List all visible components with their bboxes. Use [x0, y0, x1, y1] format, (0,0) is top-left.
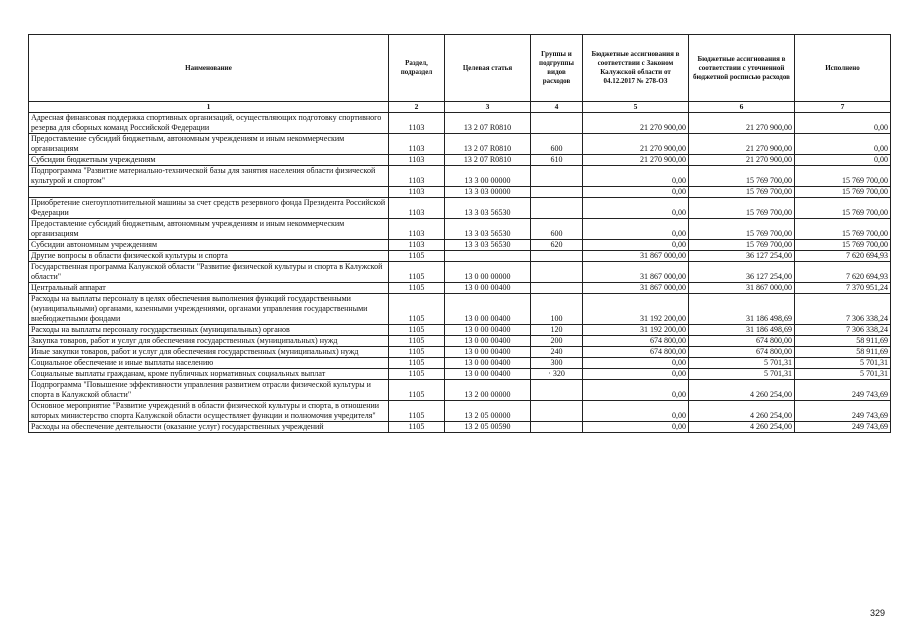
- cell-executed-amount: 7 620 694,93: [795, 251, 891, 262]
- cell-name: Социальные выплаты гражданам, кроме публичных нормативных социальных выплат: [29, 369, 389, 380]
- header-group: Группы и подгруппы видов расходов: [531, 35, 583, 102]
- cell-name: [29, 187, 389, 198]
- cell-executed-amount: 58 911,69: [795, 336, 891, 347]
- cell-refined-amount: 15 769 700,00: [689, 166, 795, 187]
- column-number: 6: [689, 102, 795, 113]
- cell-name: Субсидии бюджетным учреждениям: [29, 155, 389, 166]
- cell-executed-amount: 249 743,69: [795, 401, 891, 422]
- cell-razdel: 1103: [389, 155, 445, 166]
- cell-group: 610: [531, 155, 583, 166]
- cell-law-amount: 0,00: [583, 422, 689, 433]
- cell-group: [531, 401, 583, 422]
- table-body: [29, 113, 891, 433]
- cell-group: 120: [531, 325, 583, 336]
- table-row: [29, 198, 891, 219]
- header-article: Целевая статья: [445, 35, 531, 102]
- cell-razdel: 1105: [389, 369, 445, 380]
- cell-name: Социальное обеспечение и иные выплаты населению: [29, 358, 389, 369]
- cell-refined-amount: 15 769 700,00: [689, 240, 795, 251]
- cell-law-amount: 0,00: [583, 380, 689, 401]
- cell-refined-amount: 31 186 498,69: [689, 325, 795, 336]
- cell-razdel: 1103: [389, 166, 445, 187]
- cell-refined-amount: 36 127 254,00: [689, 251, 795, 262]
- cell-law-amount: 0,00: [583, 401, 689, 422]
- table-row: [29, 358, 891, 369]
- cell-name: Иные закупки товаров, работ и услуг для обеспечения государственных (муниципальных) нужд: [29, 347, 389, 358]
- cell-executed-amount: 15 769 700,00: [795, 198, 891, 219]
- cell-law-amount: 0,00: [583, 166, 689, 187]
- column-number: 7: [795, 102, 891, 113]
- cell-refined-amount: 21 270 900,00: [689, 155, 795, 166]
- cell-name: Предоставление субсидий бюджетным, автономным учреждениям и иным некоммерческим организациям: [29, 219, 389, 240]
- cell-law-amount: 0,00: [583, 187, 689, 198]
- column-number: 5: [583, 102, 689, 113]
- cell-razdel: 1105: [389, 358, 445, 369]
- cell-name: Подпрограмма "Повышение эффективности управления развитием отрасли физической культуры и спорта в Калужской области": [29, 380, 389, 401]
- cell-executed-amount: 7 620 694,93: [795, 262, 891, 283]
- cell-executed-amount: 7 370 951,24: [795, 283, 891, 294]
- budget-table-container: [28, 34, 890, 433]
- table-row: [29, 251, 891, 262]
- cell-razdel: 1105: [389, 401, 445, 422]
- header-law: Бюджетные ассигнования в соответствии с Законом Калужской области от 04.12.2017 № 278-ОЗ: [583, 35, 689, 102]
- cell-article: 13 3 03 56530: [445, 240, 531, 251]
- cell-razdel: 1105: [389, 422, 445, 433]
- column-number: 2: [389, 102, 445, 113]
- cell-name: Расходы на выплаты персоналу государственных (муниципальных) органов: [29, 325, 389, 336]
- table-row: [29, 401, 891, 422]
- cell-article: 13 2 00 00000: [445, 380, 531, 401]
- cell-executed-amount: 0,00: [795, 113, 891, 134]
- cell-executed-amount: 15 769 700,00: [795, 240, 891, 251]
- cell-name: Расходы на обеспечение деятельности (оказание услуг) государственных учреждений: [29, 422, 389, 433]
- cell-refined-amount: 15 769 700,00: [689, 198, 795, 219]
- table-row: [29, 155, 891, 166]
- cell-law-amount: 0,00: [583, 198, 689, 219]
- cell-refined-amount: 674 800,00: [689, 336, 795, 347]
- cell-group: [531, 113, 583, 134]
- table-row: [29, 283, 891, 294]
- budget-table: [28, 34, 891, 433]
- cell-group: 600: [531, 219, 583, 240]
- cell-group: [531, 422, 583, 433]
- cell-executed-amount: 15 769 700,00: [795, 219, 891, 240]
- cell-refined-amount: 5 701,31: [689, 358, 795, 369]
- cell-refined-amount: 4 260 254,00: [689, 422, 795, 433]
- cell-refined-amount: 4 260 254,00: [689, 401, 795, 422]
- table-row: [29, 294, 891, 325]
- cell-razdel: 1105: [389, 325, 445, 336]
- cell-article: [445, 251, 531, 262]
- cell-refined-amount: 36 127 254,00: [689, 262, 795, 283]
- cell-refined-amount: 674 800,00: [689, 347, 795, 358]
- cell-group: 240: [531, 347, 583, 358]
- cell-group: 300: [531, 358, 583, 369]
- cell-razdel: 1103: [389, 219, 445, 240]
- cell-article: 13 3 03 56530: [445, 198, 531, 219]
- cell-razdel: 1103: [389, 187, 445, 198]
- cell-article: 13 2 07 R0810: [445, 155, 531, 166]
- cell-name: Другие вопросы в области физической культуры и спорта: [29, 251, 389, 262]
- cell-refined-amount: 4 260 254,00: [689, 380, 795, 401]
- cell-law-amount: 674 800,00: [583, 336, 689, 347]
- cell-article: 13 0 00 00400: [445, 283, 531, 294]
- cell-law-amount: 31 192 200,00: [583, 294, 689, 325]
- page-number: 329: [869, 608, 885, 618]
- cell-law-amount: 21 270 900,00: [583, 113, 689, 134]
- cell-law-amount: 31 192 200,00: [583, 325, 689, 336]
- cell-article: 13 0 00 00400: [445, 347, 531, 358]
- cell-article: 13 0 00 00400: [445, 325, 531, 336]
- cell-law-amount: 674 800,00: [583, 347, 689, 358]
- header-razdel: Раздел, подраздел: [389, 35, 445, 102]
- cell-group: [531, 262, 583, 283]
- cell-article: 13 0 00 00400: [445, 294, 531, 325]
- column-number: 4: [531, 102, 583, 113]
- cell-law-amount: 21 270 900,00: [583, 155, 689, 166]
- cell-executed-amount: 249 743,69: [795, 422, 891, 433]
- table-row: [29, 369, 891, 380]
- table-row: [29, 347, 891, 358]
- cell-group: 600: [531, 134, 583, 155]
- cell-refined-amount: 5 701,31: [689, 369, 795, 380]
- cell-article: 13 2 05 00590: [445, 422, 531, 433]
- cell-name: Подпрограмма "Развитие материально-технической базы для занятия населения области физической культурой и спортом": [29, 166, 389, 187]
- cell-article: 13 0 00 00400: [445, 369, 531, 380]
- cell-article: 13 0 00 00000: [445, 262, 531, 283]
- cell-refined-amount: 31 186 498,69: [689, 294, 795, 325]
- cell-article: 13 3 00 00000: [445, 166, 531, 187]
- cell-name: Предоставление субсидий бюджетным, автономным учреждениям и иным некоммерческим организациям: [29, 134, 389, 155]
- cell-group: [531, 380, 583, 401]
- cell-razdel: 1105: [389, 283, 445, 294]
- cell-article: 13 0 00 00400: [445, 358, 531, 369]
- cell-executed-amount: 58 911,69: [795, 347, 891, 358]
- table-row: [29, 134, 891, 155]
- cell-group: 100: [531, 294, 583, 325]
- cell-law-amount: 0,00: [583, 358, 689, 369]
- header-row: [29, 35, 891, 102]
- cell-executed-amount: 0,00: [795, 155, 891, 166]
- cell-executed-amount: 0,00: [795, 134, 891, 155]
- cell-name: Расходы на выплаты персоналу в целях обеспечения выполнения функций государственными (муниципальными) органами, казенными учреждениями, органами управления государственными внебюджетными фондами: [29, 294, 389, 325]
- cell-group: [531, 251, 583, 262]
- cell-razdel: 1105: [389, 262, 445, 283]
- table-row: [29, 240, 891, 251]
- cell-law-amount: 21 270 900,00: [583, 134, 689, 155]
- cell-law-amount: 0,00: [583, 219, 689, 240]
- cell-executed-amount: 7 306 338,24: [795, 325, 891, 336]
- cell-razdel: 1105: [389, 251, 445, 262]
- cell-article: 13 3 03 00000: [445, 187, 531, 198]
- cell-article: 13 2 07 R0810: [445, 113, 531, 134]
- cell-razdel: 1105: [389, 380, 445, 401]
- cell-group: [531, 283, 583, 294]
- cell-group: [531, 166, 583, 187]
- cell-article: 13 2 07 R0810: [445, 134, 531, 155]
- cell-group: · 320: [531, 369, 583, 380]
- cell-executed-amount: 15 769 700,00: [795, 166, 891, 187]
- cell-law-amount: 0,00: [583, 240, 689, 251]
- header-refined: Бюджетные ассигнования в соответствии с уточненной бюджетной росписью расходов: [689, 35, 795, 102]
- table-row: [29, 166, 891, 187]
- table-row: [29, 336, 891, 347]
- cell-razdel: 1103: [389, 134, 445, 155]
- cell-executed-amount: 7 306 338,24: [795, 294, 891, 325]
- cell-law-amount: 31 867 000,00: [583, 262, 689, 283]
- table-row: [29, 113, 891, 134]
- column-number-row: [29, 102, 891, 113]
- cell-group: [531, 187, 583, 198]
- cell-law-amount: 0,00: [583, 369, 689, 380]
- table-row: [29, 380, 891, 401]
- cell-executed-amount: 5 701,31: [795, 369, 891, 380]
- cell-law-amount: 31 867 000,00: [583, 251, 689, 262]
- cell-razdel: 1105: [389, 347, 445, 358]
- cell-article: 13 2 05 00000: [445, 401, 531, 422]
- header-name: Наименование: [29, 35, 389, 102]
- cell-group: 620: [531, 240, 583, 251]
- cell-article: 13 3 03 56530: [445, 219, 531, 240]
- cell-group: 200: [531, 336, 583, 347]
- table-row: [29, 187, 891, 198]
- column-number: 1: [29, 102, 389, 113]
- table-row: [29, 219, 891, 240]
- cell-executed-amount: 5 701,31: [795, 358, 891, 369]
- cell-refined-amount: 15 769 700,00: [689, 219, 795, 240]
- cell-refined-amount: 21 270 900,00: [689, 134, 795, 155]
- cell-law-amount: 31 867 000,00: [583, 283, 689, 294]
- table-row: [29, 262, 891, 283]
- cell-group: [531, 198, 583, 219]
- cell-name: Приобретение снегоуплотнительной машины за счет средств резервного фонда Президента Российской Федерации: [29, 198, 389, 219]
- cell-executed-amount: 249 743,69: [795, 380, 891, 401]
- cell-executed-amount: 15 769 700,00: [795, 187, 891, 198]
- cell-refined-amount: 31 867 000,00: [689, 283, 795, 294]
- cell-refined-amount: 15 769 700,00: [689, 187, 795, 198]
- cell-razdel: 1103: [389, 113, 445, 134]
- cell-razdel: 1105: [389, 336, 445, 347]
- cell-name: Центральный аппарат: [29, 283, 389, 294]
- cell-razdel: 1103: [389, 198, 445, 219]
- cell-name: Закупка товаров, работ и услуг для обеспечения государственных (муниципальных) нужд: [29, 336, 389, 347]
- cell-name: Государственная программа Калужской области "Развитие физической культуры и спорта в Калужской области": [29, 262, 389, 283]
- table-row: [29, 325, 891, 336]
- cell-name: Субсидии автономным учреждениям: [29, 240, 389, 251]
- cell-name: Адресная финансовая поддержка спортивных организаций, осуществляющих подготовку спортивного резерва для сборных команд Российской Федерации: [29, 113, 389, 134]
- cell-razdel: 1103: [389, 240, 445, 251]
- cell-razdel: 1105: [389, 294, 445, 325]
- cell-refined-amount: 21 270 900,00: [689, 113, 795, 134]
- header-done: Исполнено: [795, 35, 891, 102]
- cell-article: 13 0 00 00400: [445, 336, 531, 347]
- cell-name: Основное мероприятие "Развитие учреждений в области физической культуры и спорта, в отношении которых министерство спорта Калужской области осуществляет функции и полномочия учредителя": [29, 401, 389, 422]
- column-number: 3: [445, 102, 531, 113]
- table-row: [29, 422, 891, 433]
